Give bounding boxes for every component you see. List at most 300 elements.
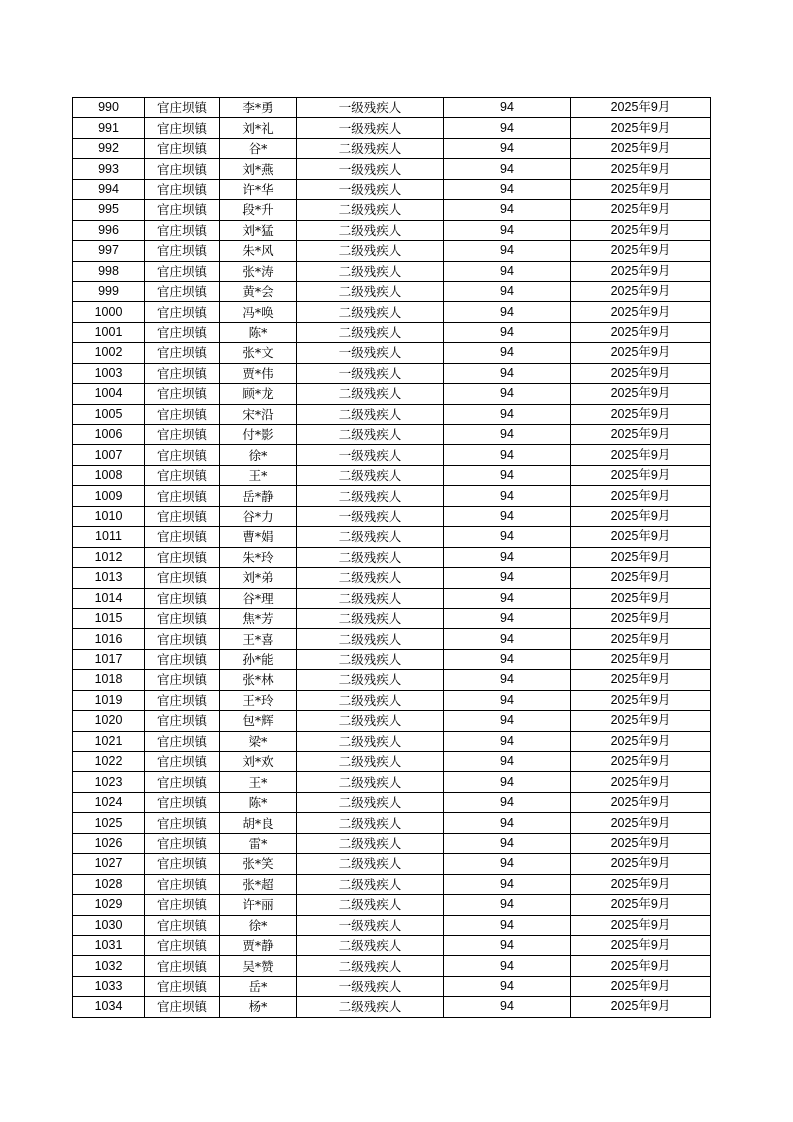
disability-type-cell: 二级残疾人: [297, 813, 444, 833]
amount-cell: 94: [444, 241, 571, 261]
month-cell: 2025年9月: [571, 752, 711, 772]
serial-number-cell: 1017: [73, 649, 145, 669]
month-cell: 2025年9月: [571, 486, 711, 506]
table-row: [73, 281, 711, 301]
serial-number-cell: 997: [73, 241, 145, 261]
amount-cell: 94: [444, 731, 571, 751]
serial-number-cell: 1025: [73, 813, 145, 833]
serial-number-cell: 1016: [73, 629, 145, 649]
table-row: [73, 343, 711, 363]
table-row: [73, 833, 711, 853]
town-cell: 官庄坝镇: [145, 98, 220, 118]
town-cell: 官庄坝镇: [145, 200, 220, 220]
table-row: [73, 486, 711, 506]
town-cell: 官庄坝镇: [145, 363, 220, 383]
amount-cell: 94: [444, 302, 571, 322]
disability-type-cell: 二级残疾人: [297, 527, 444, 547]
town-cell: 官庄坝镇: [145, 956, 220, 976]
town-cell: 官庄坝镇: [145, 568, 220, 588]
amount-cell: 94: [444, 813, 571, 833]
serial-number-cell: 1013: [73, 568, 145, 588]
town-cell: 官庄坝镇: [145, 629, 220, 649]
town-cell: 官庄坝镇: [145, 138, 220, 158]
month-cell: 2025年9月: [571, 138, 711, 158]
amount-cell: 94: [444, 690, 571, 710]
table-row: [73, 261, 711, 281]
serial-number-cell: 1024: [73, 792, 145, 812]
month-cell: 2025年9月: [571, 220, 711, 240]
month-cell: 2025年9月: [571, 179, 711, 199]
amount-cell: 94: [444, 261, 571, 281]
town-cell: 官庄坝镇: [145, 690, 220, 710]
person-name-cell: 岳*: [220, 976, 297, 996]
town-cell: 官庄坝镇: [145, 527, 220, 547]
month-cell: 2025年9月: [571, 404, 711, 424]
table-row: [73, 98, 711, 118]
table-row: [73, 997, 711, 1017]
serial-number-cell: 996: [73, 220, 145, 240]
disability-type-cell: 二级残疾人: [297, 241, 444, 261]
month-cell: 2025年9月: [571, 690, 711, 710]
month-cell: 2025年9月: [571, 833, 711, 853]
person-name-cell: 焦*芳: [220, 608, 297, 628]
serial-number-cell: 1022: [73, 752, 145, 772]
serial-number-cell: 991: [73, 118, 145, 138]
serial-number-cell: 1033: [73, 976, 145, 996]
disability-type-cell: 二级残疾人: [297, 281, 444, 301]
month-cell: 2025年9月: [571, 813, 711, 833]
table-row: [73, 813, 711, 833]
month-cell: 2025年9月: [571, 792, 711, 812]
table-row: [73, 445, 711, 465]
disability-type-cell: 一级残疾人: [297, 118, 444, 138]
person-name-cell: 顾*龙: [220, 384, 297, 404]
month-cell: 2025年9月: [571, 935, 711, 955]
disability-type-cell: 一级残疾人: [297, 445, 444, 465]
disability-type-cell: 二级残疾人: [297, 568, 444, 588]
person-name-cell: 杨*: [220, 997, 297, 1017]
amount-cell: 94: [444, 138, 571, 158]
disability-type-cell: 二级残疾人: [297, 588, 444, 608]
disability-type-cell: 二级残疾人: [297, 956, 444, 976]
month-cell: 2025年9月: [571, 997, 711, 1017]
town-cell: 官庄坝镇: [145, 874, 220, 894]
serial-number-cell: 1004: [73, 384, 145, 404]
table-row: [73, 711, 711, 731]
town-cell: 官庄坝镇: [145, 241, 220, 261]
person-name-cell: 张*笑: [220, 854, 297, 874]
amount-cell: 94: [444, 445, 571, 465]
serial-number-cell: 1031: [73, 935, 145, 955]
serial-number-cell: 1005: [73, 404, 145, 424]
serial-number-cell: 995: [73, 200, 145, 220]
disability-type-cell: 二级残疾人: [297, 302, 444, 322]
month-cell: 2025年9月: [571, 976, 711, 996]
table-row: [73, 302, 711, 322]
table-row: [73, 588, 711, 608]
town-cell: 官庄坝镇: [145, 220, 220, 240]
town-cell: 官庄坝镇: [145, 465, 220, 485]
month-cell: 2025年9月: [571, 98, 711, 118]
table-row: [73, 527, 711, 547]
amount-cell: 94: [444, 629, 571, 649]
table-row: [73, 772, 711, 792]
person-name-cell: 王*玲: [220, 690, 297, 710]
person-name-cell: 陈*: [220, 792, 297, 812]
table-row: [73, 629, 711, 649]
serial-number-cell: 992: [73, 138, 145, 158]
person-name-cell: 王*喜: [220, 629, 297, 649]
subsidy-table: [72, 97, 711, 1018]
person-name-cell: 王*: [220, 465, 297, 485]
amount-cell: 94: [444, 547, 571, 567]
month-cell: 2025年9月: [571, 527, 711, 547]
serial-number-cell: 1003: [73, 363, 145, 383]
person-name-cell: 张*林: [220, 670, 297, 690]
table-row: [73, 200, 711, 220]
disability-type-cell: 二级残疾人: [297, 138, 444, 158]
month-cell: 2025年9月: [571, 261, 711, 281]
table-row: [73, 506, 711, 526]
disability-type-cell: 二级残疾人: [297, 670, 444, 690]
month-cell: 2025年9月: [571, 281, 711, 301]
town-cell: 官庄坝镇: [145, 752, 220, 772]
disability-type-cell: 二级残疾人: [297, 833, 444, 853]
amount-cell: 94: [444, 833, 571, 853]
month-cell: 2025年9月: [571, 956, 711, 976]
amount-cell: 94: [444, 506, 571, 526]
disability-type-cell: 二级残疾人: [297, 935, 444, 955]
person-name-cell: 朱*玲: [220, 547, 297, 567]
amount-cell: 94: [444, 343, 571, 363]
disability-type-cell: 二级残疾人: [297, 220, 444, 240]
month-cell: 2025年9月: [571, 200, 711, 220]
person-name-cell: 陈*: [220, 322, 297, 342]
table-row: [73, 363, 711, 383]
month-cell: 2025年9月: [571, 915, 711, 935]
town-cell: 官庄坝镇: [145, 772, 220, 792]
table-row: [73, 404, 711, 424]
table-row: [73, 179, 711, 199]
town-cell: 官庄坝镇: [145, 915, 220, 935]
disability-type-cell: 二级残疾人: [297, 261, 444, 281]
disability-type-cell: 一级残疾人: [297, 363, 444, 383]
person-name-cell: 刘*欢: [220, 752, 297, 772]
person-name-cell: 刘*猛: [220, 220, 297, 240]
person-name-cell: 刘*弟: [220, 568, 297, 588]
disability-type-cell: 二级残疾人: [297, 854, 444, 874]
amount-cell: 94: [444, 322, 571, 342]
amount-cell: 94: [444, 854, 571, 874]
serial-number-cell: 1020: [73, 711, 145, 731]
month-cell: 2025年9月: [571, 384, 711, 404]
serial-number-cell: 1010: [73, 506, 145, 526]
person-name-cell: 冯*唤: [220, 302, 297, 322]
table-row: [73, 159, 711, 179]
month-cell: 2025年9月: [571, 629, 711, 649]
amount-cell: 94: [444, 588, 571, 608]
table-row: [73, 956, 711, 976]
table-row: [73, 670, 711, 690]
person-name-cell: 岳*静: [220, 486, 297, 506]
table-row: [73, 608, 711, 628]
person-name-cell: 谷*理: [220, 588, 297, 608]
document-page: [72, 97, 710, 1018]
serial-number-cell: 1000: [73, 302, 145, 322]
serial-number-cell: 1023: [73, 772, 145, 792]
town-cell: 官庄坝镇: [145, 895, 220, 915]
amount-cell: 94: [444, 752, 571, 772]
town-cell: 官庄坝镇: [145, 547, 220, 567]
month-cell: 2025年9月: [571, 895, 711, 915]
person-name-cell: 徐*: [220, 445, 297, 465]
town-cell: 官庄坝镇: [145, 997, 220, 1017]
table-row: [73, 241, 711, 261]
month-cell: 2025年9月: [571, 568, 711, 588]
person-name-cell: 胡*良: [220, 813, 297, 833]
disability-type-cell: 二级残疾人: [297, 486, 444, 506]
amount-cell: 94: [444, 997, 571, 1017]
person-name-cell: 刘*燕: [220, 159, 297, 179]
disability-type-cell: 一级残疾人: [297, 976, 444, 996]
serial-number-cell: 1021: [73, 731, 145, 751]
amount-cell: 94: [444, 404, 571, 424]
amount-cell: 94: [444, 711, 571, 731]
person-name-cell: 梁*: [220, 731, 297, 751]
town-cell: 官庄坝镇: [145, 159, 220, 179]
table-row: [73, 976, 711, 996]
disability-type-cell: 二级残疾人: [297, 649, 444, 669]
serial-number-cell: 1006: [73, 425, 145, 445]
table-row: [73, 915, 711, 935]
serial-number-cell: 1011: [73, 527, 145, 547]
serial-number-cell: 1001: [73, 322, 145, 342]
month-cell: 2025年9月: [571, 772, 711, 792]
town-cell: 官庄坝镇: [145, 343, 220, 363]
town-cell: 官庄坝镇: [145, 404, 220, 424]
person-name-cell: 贾*伟: [220, 363, 297, 383]
person-name-cell: 张*涛: [220, 261, 297, 281]
town-cell: 官庄坝镇: [145, 976, 220, 996]
amount-cell: 94: [444, 956, 571, 976]
month-cell: 2025年9月: [571, 465, 711, 485]
month-cell: 2025年9月: [571, 343, 711, 363]
town-cell: 官庄坝镇: [145, 445, 220, 465]
disability-type-cell: 一级残疾人: [297, 343, 444, 363]
town-cell: 官庄坝镇: [145, 261, 220, 281]
disability-type-cell: 二级残疾人: [297, 792, 444, 812]
person-name-cell: 刘*礼: [220, 118, 297, 138]
disability-type-cell: 二级残疾人: [297, 874, 444, 894]
disability-type-cell: 二级残疾人: [297, 711, 444, 731]
month-cell: 2025年9月: [571, 711, 711, 731]
amount-cell: 94: [444, 915, 571, 935]
disability-type-cell: 二级残疾人: [297, 404, 444, 424]
disability-type-cell: 二级残疾人: [297, 384, 444, 404]
amount-cell: 94: [444, 976, 571, 996]
town-cell: 官庄坝镇: [145, 322, 220, 342]
town-cell: 官庄坝镇: [145, 711, 220, 731]
table-row: [73, 465, 711, 485]
disability-type-cell: 二级残疾人: [297, 731, 444, 751]
disability-type-cell: 二级残疾人: [297, 322, 444, 342]
table-row: [73, 854, 711, 874]
month-cell: 2025年9月: [571, 241, 711, 261]
month-cell: 2025年9月: [571, 118, 711, 138]
serial-number-cell: 1019: [73, 690, 145, 710]
table-row: [73, 138, 711, 158]
month-cell: 2025年9月: [571, 322, 711, 342]
table-row: [73, 425, 711, 445]
amount-cell: 94: [444, 465, 571, 485]
serial-number-cell: 1007: [73, 445, 145, 465]
person-name-cell: 朱*风: [220, 241, 297, 261]
town-cell: 官庄坝镇: [145, 670, 220, 690]
serial-number-cell: 993: [73, 159, 145, 179]
table-row: [73, 935, 711, 955]
amount-cell: 94: [444, 874, 571, 894]
serial-number-cell: 1027: [73, 854, 145, 874]
serial-number-cell: 1014: [73, 588, 145, 608]
town-cell: 官庄坝镇: [145, 118, 220, 138]
disability-type-cell: 二级残疾人: [297, 629, 444, 649]
serial-number-cell: 1032: [73, 956, 145, 976]
person-name-cell: 段*升: [220, 200, 297, 220]
disability-type-cell: 一级残疾人: [297, 98, 444, 118]
serial-number-cell: 1026: [73, 833, 145, 853]
month-cell: 2025年9月: [571, 731, 711, 751]
table-body: [73, 98, 711, 1018]
month-cell: 2025年9月: [571, 608, 711, 628]
person-name-cell: 宋*沿: [220, 404, 297, 424]
town-cell: 官庄坝镇: [145, 649, 220, 669]
month-cell: 2025年9月: [571, 854, 711, 874]
person-name-cell: 许*丽: [220, 895, 297, 915]
month-cell: 2025年9月: [571, 588, 711, 608]
table-row: [73, 874, 711, 894]
month-cell: 2025年9月: [571, 363, 711, 383]
table-row: [73, 731, 711, 751]
disability-type-cell: 一级残疾人: [297, 506, 444, 526]
person-name-cell: 许*华: [220, 179, 297, 199]
disability-type-cell: 二级残疾人: [297, 608, 444, 628]
person-name-cell: 王*: [220, 772, 297, 792]
table-row: [73, 384, 711, 404]
table-row: [73, 895, 711, 915]
amount-cell: 94: [444, 159, 571, 179]
serial-number-cell: 1018: [73, 670, 145, 690]
town-cell: 官庄坝镇: [145, 854, 220, 874]
town-cell: 官庄坝镇: [145, 506, 220, 526]
town-cell: 官庄坝镇: [145, 281, 220, 301]
amount-cell: 94: [444, 792, 571, 812]
serial-number-cell: 1015: [73, 608, 145, 628]
serial-number-cell: 1029: [73, 895, 145, 915]
amount-cell: 94: [444, 649, 571, 669]
amount-cell: 94: [444, 118, 571, 138]
town-cell: 官庄坝镇: [145, 608, 220, 628]
month-cell: 2025年9月: [571, 670, 711, 690]
amount-cell: 94: [444, 220, 571, 240]
table-row: [73, 322, 711, 342]
person-name-cell: 黄*会: [220, 281, 297, 301]
amount-cell: 94: [444, 486, 571, 506]
disability-type-cell: 二级残疾人: [297, 895, 444, 915]
serial-number-cell: 990: [73, 98, 145, 118]
amount-cell: 94: [444, 384, 571, 404]
disability-type-cell: 二级残疾人: [297, 752, 444, 772]
amount-cell: 94: [444, 670, 571, 690]
table-row: [73, 792, 711, 812]
amount-cell: 94: [444, 895, 571, 915]
disability-type-cell: 二级残疾人: [297, 690, 444, 710]
amount-cell: 94: [444, 179, 571, 199]
amount-cell: 94: [444, 98, 571, 118]
town-cell: 官庄坝镇: [145, 486, 220, 506]
person-name-cell: 李*勇: [220, 98, 297, 118]
person-name-cell: 包*辉: [220, 711, 297, 731]
person-name-cell: 吴*赞: [220, 956, 297, 976]
town-cell: 官庄坝镇: [145, 813, 220, 833]
town-cell: 官庄坝镇: [145, 425, 220, 445]
serial-number-cell: 998: [73, 261, 145, 281]
town-cell: 官庄坝镇: [145, 833, 220, 853]
table-row: [73, 690, 711, 710]
person-name-cell: 谷*力: [220, 506, 297, 526]
table-row: [73, 649, 711, 669]
town-cell: 官庄坝镇: [145, 588, 220, 608]
person-name-cell: 张*超: [220, 874, 297, 894]
amount-cell: 94: [444, 363, 571, 383]
month-cell: 2025年9月: [571, 874, 711, 894]
serial-number-cell: 1012: [73, 547, 145, 567]
month-cell: 2025年9月: [571, 425, 711, 445]
serial-number-cell: 999: [73, 281, 145, 301]
serial-number-cell: 1028: [73, 874, 145, 894]
town-cell: 官庄坝镇: [145, 384, 220, 404]
serial-number-cell: 1002: [73, 343, 145, 363]
month-cell: 2025年9月: [571, 445, 711, 465]
month-cell: 2025年9月: [571, 649, 711, 669]
town-cell: 官庄坝镇: [145, 179, 220, 199]
person-name-cell: 付*影: [220, 425, 297, 445]
table-row: [73, 220, 711, 240]
person-name-cell: 张*文: [220, 343, 297, 363]
serial-number-cell: 994: [73, 179, 145, 199]
disability-type-cell: 二级残疾人: [297, 465, 444, 485]
disability-type-cell: 二级残疾人: [297, 547, 444, 567]
town-cell: 官庄坝镇: [145, 302, 220, 322]
amount-cell: 94: [444, 568, 571, 588]
amount-cell: 94: [444, 772, 571, 792]
table-row: [73, 547, 711, 567]
disability-type-cell: 一级残疾人: [297, 179, 444, 199]
serial-number-cell: 1009: [73, 486, 145, 506]
amount-cell: 94: [444, 608, 571, 628]
month-cell: 2025年9月: [571, 547, 711, 567]
disability-type-cell: 二级残疾人: [297, 425, 444, 445]
town-cell: 官庄坝镇: [145, 792, 220, 812]
person-name-cell: 雷*: [220, 833, 297, 853]
amount-cell: 94: [444, 200, 571, 220]
disability-type-cell: 二级残疾人: [297, 997, 444, 1017]
disability-type-cell: 二级残疾人: [297, 200, 444, 220]
person-name-cell: 曹*娟: [220, 527, 297, 547]
amount-cell: 94: [444, 425, 571, 445]
person-name-cell: 贾*静: [220, 935, 297, 955]
table-row: [73, 752, 711, 772]
serial-number-cell: 1008: [73, 465, 145, 485]
